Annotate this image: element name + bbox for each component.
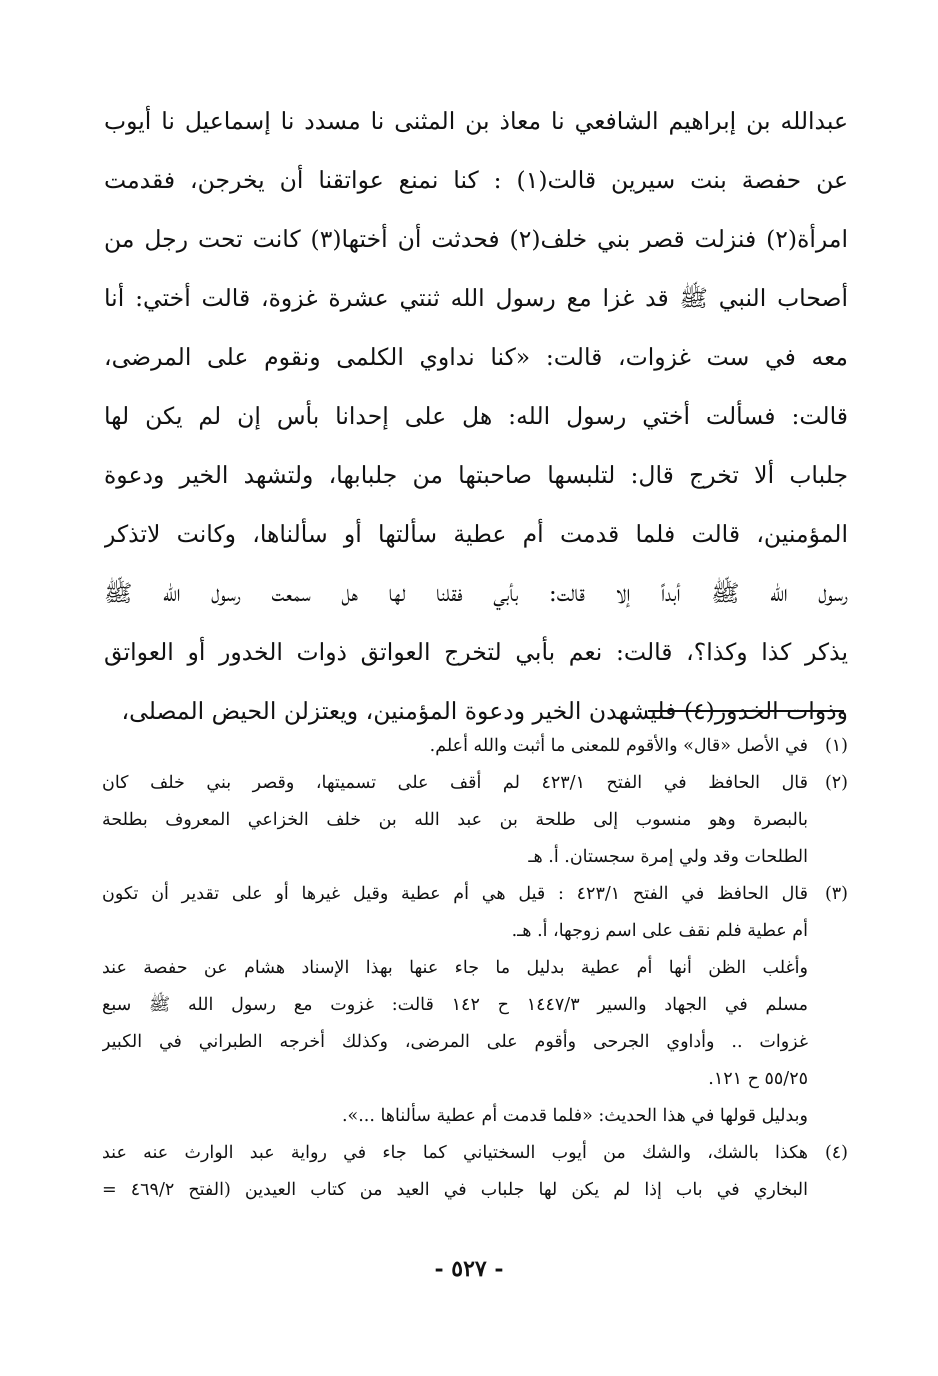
page-number: - ٥٢٧ -: [434, 1256, 504, 1282]
footnote-line: [102, 1061, 848, 1098]
footnotes-block: [102, 728, 848, 1209]
footnote-text: غزوات .. وأداوي الجرحى وأقوم على المرضى، وكذلك أخرجه الطبراني في الكبير: [102, 1032, 808, 1052]
footnote-line: [102, 839, 848, 876]
main-text-line: امرأة(٢) فنزلت قصر بني خلف(٢) فحدثت أن أختها(٣) كانت تحت رجل من: [104, 225, 848, 253]
footnote-line: [102, 802, 848, 839]
main-text-line: قالت: فسألت أختي رسول الله: هل على إحدانا بأس إن لم يكن لها: [104, 402, 848, 430]
footnote-line: [102, 1135, 848, 1172]
footnote-number: (١): [824, 736, 848, 756]
footnote-line: [102, 1098, 848, 1135]
footnote-text: قال الحافظ في الفتح ٤٢٣/١ لم أقف على تسميتها، وقصر بني خلف كان: [102, 773, 808, 793]
main-text-line: أصحاب النبي ﷺ قد غزا مع رسول الله ثنتي عشرة غزوة، قالت أختي: أنا: [104, 284, 848, 312]
footnote-text: بالبصرة وهو منسوب إلى طلحة بن عبد الله بن خلف الخزاعي المعروف بطلحة: [102, 810, 808, 830]
footnote-line: [102, 1024, 848, 1061]
main-text-line: جلباب ألا تخرج قال: لتلبسها صاحبتها من جلبابها، ولتشهد الخير ودعوة: [104, 461, 848, 489]
footnote-line: [102, 987, 848, 1024]
footnote-text: هكذا بالشك، والشك من أيوب السختياني كما جاء في رواية عبد الوارث عنه عند: [102, 1143, 808, 1163]
main-text-line: يذكر كذا وكذا؟، قالت: نعم بأبي لتخرج العواتق ذوات الخدور أو العواتق: [104, 638, 848, 666]
footnote-text: قال الحافظ في الفتح ٤٢٣/١ : قيل هي أم عطية وقيل غيرها أو على تقدير أن تكون: [102, 884, 808, 904]
footnote-text: الطلحات وقد ولي إمرة سجستان. أ. هـ: [528, 847, 808, 867]
main-text-line: رسول الله ﷺ أبداً إلا قالت: بأبي فقلنا لها هل سمعت رسول الله ﷺ: [104, 579, 848, 607]
footnote-separator: [648, 710, 844, 712]
footnote-text: وبدليل قولها في هذا الحديث: «فلما قدمت أم عطية سألناها ...».: [341, 1106, 808, 1126]
footnote-line: [102, 950, 848, 987]
footnote-text: وأغلب الظن أنها أم عطية بدليل ما جاء عنها بهذا الإسناد هشام عن حفصة عند: [102, 958, 808, 978]
main-text-line: المؤمنين، قالت فلما قدمت أم عطية سألتها أو سألناها، وكانت لاتذكر: [104, 520, 848, 548]
footnote-number: (٣): [824, 884, 848, 904]
footnote-line: [102, 876, 848, 913]
footnote-number: (٤): [824, 1143, 848, 1163]
main-text-line: معه في ست غزوات، قالت: «كنا نداوي الكلمى ونقوم على المرضى،: [104, 343, 848, 371]
main-text-block: [104, 92, 848, 741]
main-text-line: عبدالله بن إبراهيم الشافعي نا معاذ بن المثنى نا مسدد نا إسماعيل نا أيوب: [104, 107, 848, 135]
footnote-line: [102, 913, 848, 950]
footnote-text: أم عطية فلم نقف على اسم زوجها، أ. هـ.: [511, 921, 808, 941]
footnote-number: (٢): [824, 773, 848, 793]
footnote-line: [102, 728, 848, 765]
footnote-text: البخاري في باب إذا لم يكن لها جلباب في العيد من كتاب العيدين (الفتح ٤٦٩/٢ =: [102, 1180, 808, 1200]
footnote-line: [102, 765, 848, 802]
footnote-text: في الأصل «قال» والأقوم للمعنى ما أثبت والله أعلم.: [429, 736, 808, 756]
main-text-line: عن حفصة بنت سيرين قالت(١) : كنا نمنع عواتقنا أن يخرجن، فقدمت: [104, 166, 848, 194]
footnote-line: [102, 1172, 848, 1209]
footnote-text: ٥٥/٢٥ ح ١٢١.: [708, 1069, 808, 1089]
main-text-line: وذوات الخدور(٤) فليشهدن الخير ودعوة المؤمنين، ويعتزلن الحيض المصلى،: [121, 697, 848, 725]
footnote-text: مسلم في الجهاد والسير ١٤٤٧/٣ ح ١٤٢ قالت: غزوت مع رسول الله ﷺ سبع: [102, 995, 808, 1015]
